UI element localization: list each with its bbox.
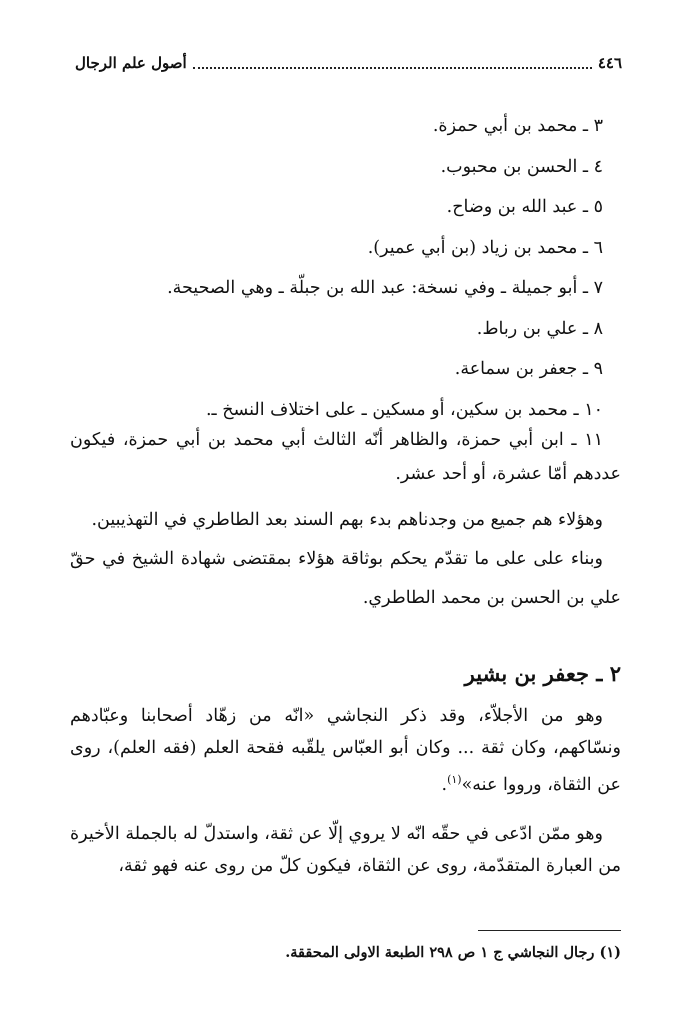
- list-item: ٣ ـ محمد بن أبي حمزة.: [432, 116, 603, 136]
- list-item: ١٠ ـ محمد بن سكين، أو مسكين ـ على اختلاف النسخ ـ.: [205, 399, 603, 420]
- header-dot-leader: [193, 63, 592, 69]
- paragraph: وبناء على على ما تقدّم يحكم بوثاقة هؤلاء بمقتضى شهادة الشيخ في حقّ علي بن الحسن بن محمد الطاطري.: [70, 549, 621, 608]
- footnote: (١) رجال النجاشي ج ١ ص ٢٩٨ الطبعة الاولى المحققة.: [285, 944, 621, 961]
- list-item-11: ١١ ـ ابن أبي حمزة، والظاهر أنّه الثالث أبي محمد بن أبي حمزة، فيكون عددهم أمّا عشرة، أو أحد عشر.: [70, 430, 621, 484]
- narrator-list: [70, 106, 621, 430]
- page-number: ٤٤٦: [597, 54, 622, 72]
- paragraph: وهو ممّن ادّعى في حقّه انّه لا يروي إلّا عن ثقة، واستدلّ له بالجملة الأخيرة من العبارة المتقدّمة، روى عن الثقاة، فيكون كلّ من روى عنه فهو ثقة،: [70, 824, 621, 876]
- paragraph-text: وهو من الأجلاّء، وقد ذكر النجاشي «انّه من زهّاد أصحابنا وعبّادهم ونسّاكهم، وكان ثقة ... وكان أبو العبّاس يلقّبه فقحة العلم (فقه العلم)، روى عن الثقاة، ورووا عنه»: [70, 706, 621, 795]
- list-item: ٨ ـ علي بن رباط.: [476, 318, 603, 339]
- book-title: أصول علم الرجال: [75, 54, 187, 72]
- list-item: ٩ ـ جعفر بن سماعة.: [454, 359, 603, 379]
- paragraph: [70, 700, 621, 801]
- footnote-ref[interactable]: (١): [447, 773, 462, 786]
- list-item: ٤ ـ الحسن بن محبوب.: [440, 156, 603, 177]
- list-item: ٦ ـ محمد بن زياد (بن أبي عمير).: [367, 237, 603, 258]
- paragraph-end: .: [441, 774, 448, 795]
- footnote-divider: [478, 930, 621, 931]
- paragraph: وهؤلاء هم جميع من وجدناهم بدء بهم السند بعد الطاطري في التهذيبين.: [91, 510, 603, 530]
- list-item: ٥ ـ عبد الله بن وضاح.: [446, 197, 603, 217]
- list-item: ٧ ـ أبو جميلة ـ وفي نسخة: عبد الله بن جبلّة ـ وهي الصحيحة.: [167, 278, 603, 298]
- section-heading: ٢ ـ جعفر بن بشير: [464, 661, 621, 686]
- page-header: [75, 50, 622, 76]
